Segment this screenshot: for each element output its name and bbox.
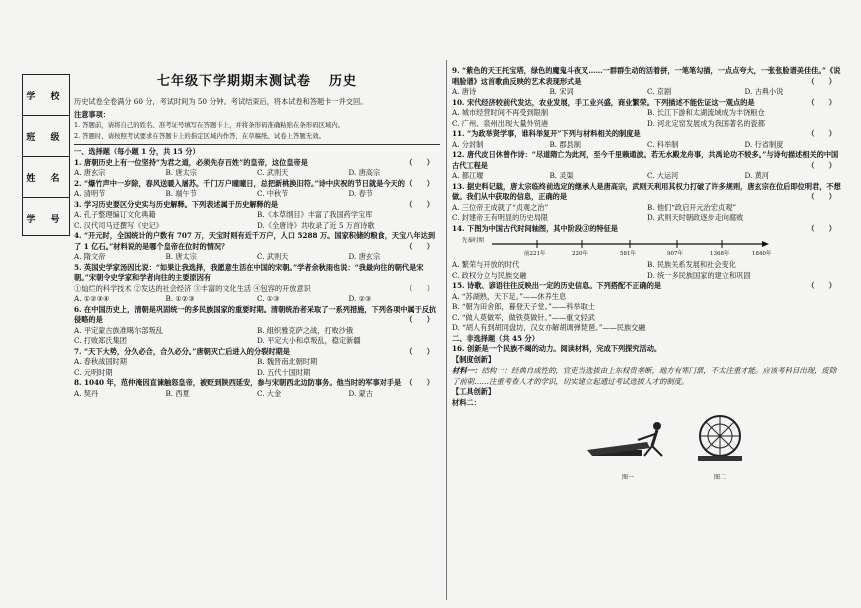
question-text: 1. 唐朝历史上有一位坚持“为君之道，必须先存百姓”的皇帝，这位皇帝是 bbox=[74, 157, 308, 167]
question-text: 12. 唐代皮日休曾作诗：“尽道隋亡为此河，至今千里赖通波。若无水殿龙舟事，共禹论功不较多。”与诗句描述相关的中国古代工程是 bbox=[452, 150, 839, 170]
option: A. 契丹 bbox=[74, 388, 99, 398]
option: B. 宋词 bbox=[549, 87, 574, 96]
option: B. 郡县制 bbox=[549, 139, 581, 149]
option: D. 唐高宗 bbox=[348, 168, 381, 177]
option: C. 广州、泉州出现大量外贸港 bbox=[452, 118, 549, 128]
option: D.《全唐诗》共收录了近 5 万首诗歌 bbox=[257, 220, 375, 230]
material-1 bbox=[452, 365, 842, 387]
option: D. 黄河 bbox=[744, 171, 769, 180]
figure-2-waterwheel bbox=[698, 416, 742, 461]
question-list: ①灿烂的科学技术 ②发达的社会经济 ③丰富的文化生活 ④包容的开放意识 bbox=[74, 283, 311, 293]
material-2-label: 材料二： bbox=[452, 397, 481, 407]
option: B. 魏晋南北朝时期 bbox=[257, 357, 318, 366]
subject-text: 历史 bbox=[329, 74, 358, 89]
question-text: 2. “爆竹声中一岁除，春风送暖入屠苏。千门万户曈曈日，总把新桃换旧符。”诗中庆祝的节日就是今天的 bbox=[74, 178, 405, 188]
option: B.《本草纲目》丰富了我国药学宝库 bbox=[257, 210, 373, 219]
option: D. 河北定窑发展成为我国著名的瓷都 bbox=[647, 118, 765, 128]
question-text: 8. 1040 年，范仲淹因直谏触怒皇帝，被贬到陕西延安，参与宋朝西北边防事务。他当时的军事对手是 bbox=[74, 378, 402, 387]
option: B. 他们“政启开元治宏贞观” bbox=[647, 202, 737, 212]
option: A. 分封制 bbox=[452, 139, 484, 149]
question-1: 1. 唐朝历史上有一位坚持“为君之道，必须先存百姓”的皇帝，这位皇帝是 （ ） A. 唐玄宗 B. 唐太宗 C. 武则天 D. 唐高宗 bbox=[74, 158, 440, 179]
figures bbox=[452, 412, 842, 482]
note-1: 1. 答题前，请将自己的姓名、准考证号填写在答题卡上，并将条形码准确粘贴在条形码区域内。 bbox=[74, 121, 345, 129]
option: D. “胡人有到胡同盘坊，汉女亦解胡调弹琵琶。”——民族交融 bbox=[452, 323, 646, 332]
option: A. ①②③④ bbox=[74, 294, 110, 303]
info-name: 姓 名 bbox=[23, 157, 69, 198]
option: D. 唐玄宗 bbox=[348, 252, 381, 261]
option: B. 灵渠 bbox=[549, 171, 574, 180]
option: A. 三位帝王成就了“贞观之治” bbox=[452, 202, 549, 212]
figure-1-bellows bbox=[587, 422, 662, 456]
option: C. 武则天 bbox=[257, 252, 289, 261]
option: A. 城市经营时间不再受到限制 bbox=[452, 108, 549, 117]
option: D. ②③ bbox=[348, 294, 372, 303]
option: B. 民族关系发展和社会变化 bbox=[647, 260, 736, 269]
exam-title bbox=[74, 70, 440, 89]
option: A. 繁荣与开放的时代 bbox=[452, 260, 520, 269]
option: B. 组织雅克萨之战，打败沙俄 bbox=[257, 325, 354, 335]
timeline-label: 220年 bbox=[572, 251, 588, 257]
question-text: 7. “天下大势，分久必合，合久必分。”唐朝灭亡后进入的分裂时期是 bbox=[74, 346, 290, 356]
option: B. ①②③ bbox=[165, 294, 195, 303]
option: D. 平定大小和卓叛乱，稳定新疆 bbox=[257, 336, 361, 345]
question-11: 11. “为政举贤学事，谁科举复开”下列与材料相关的制度是 （ ） A. 分封制 B. 郡县制 C. 科举制 D. 行省制度 bbox=[452, 129, 842, 150]
option: C. 大金 bbox=[257, 388, 282, 398]
section-1-title: 一、选择题（每小题 1 分，共 15 分） bbox=[74, 147, 200, 156]
option: A. 孔子整理编订文化典籍 bbox=[74, 210, 156, 219]
option: C. 武则天 bbox=[257, 168, 289, 177]
option: D. 春节 bbox=[348, 189, 373, 198]
option: C. 封建帝王有明显的历史局限 bbox=[452, 213, 549, 222]
option: D. 武则天时朝政逐步走向腐败 bbox=[647, 213, 744, 222]
option: A. 隋文帝 bbox=[74, 252, 106, 261]
notes-title: 注意事项： bbox=[74, 109, 110, 119]
student-info-box bbox=[22, 74, 70, 236]
question-text: 14. 下图为中国古代时间轴图，其中阶段③的特征是 bbox=[452, 223, 618, 233]
question-text: 15. 诗歌、谚语往往反映出一定的历史信息。下列搭配不正确的是 bbox=[452, 281, 662, 290]
option: A. 唐玄宗 bbox=[74, 168, 106, 177]
option: B. 西夏 bbox=[165, 388, 190, 398]
timeline-label: 前221年 bbox=[524, 251, 546, 257]
left-column bbox=[74, 68, 440, 399]
question-4: 4. “开元时，全国统计的户数有 707 万，天宝时则有近千万户，人口 5288 万。国家积储的粮食，天宝八年达到了 1 亿石。”材料说的是哪个皇帝在位时的情况？ （ ） A. 隋文帝 B. 唐太宗 C. 武则天 D. 唐玄宗 bbox=[74, 231, 440, 263]
figure-2-label: 图二 bbox=[714, 474, 727, 481]
timeline-label: 先秦时期 bbox=[462, 238, 485, 244]
option: A. 唐诗 bbox=[452, 87, 477, 96]
question-text: 4. “开元时，全国统计的户数有 707 万，天宝时则有近千万户，人口 5288 万。国家积储的粮食，天宝八年达到了 1 亿石。”材料说的是哪个皇帝在位时的情况？ bbox=[74, 231, 436, 251]
question-2: 2. “爆竹声中一岁除，春风送暖入屠苏。千门万户曈曈日，总把新桃换旧符。”诗中庆祝的节日就是今天的 （ ） A. 清明节 B. 端午节 C. 中秋节 D. 春节 bbox=[74, 179, 440, 200]
question-text: 9. “紫色的天王托宝塔，绿色的魔鬼斗夜叉……一群群生动的活着拼，一笔笔勾描，一点点夸大，一张张脸谱美佳佳。”《说唱脸谱》这首歌曲反映的艺术表现形式是 bbox=[452, 66, 841, 86]
figure-1-label: 图一 bbox=[622, 474, 635, 481]
question-13: 13. 据史料记载，唐太宗临终前选定的继承人是唐高宗，武则天利用其权力打破了许多规则，唐玄宗在位后即位明君，不想做。我们从中获取的信息，正确的是 （ ） A. 三位帝王成就了“贞观之治” B. 他们“政启开元治宏贞观” C. 封建帝王有明显的历史局限 D. 武则天时朝政逐步走向腐败 bbox=[452, 181, 841, 222]
question-3: 3. 学习历史要区分史实与历史解释。下列表述属于历史解释的是 （ ） A. 孔子整理编订文化典籍 B.《本草纲目》丰富了我国药学宝库 C. 汉代司马迁撰写《史记》 D.《全唐诗》共收录了近 5 万首诗歌 bbox=[74, 200, 440, 232]
timeline bbox=[462, 236, 792, 258]
column-divider bbox=[446, 60, 447, 600]
option: C. 科举制 bbox=[647, 139, 679, 149]
option: C. 汉代司马迁撰写《史记》 bbox=[74, 220, 163, 230]
question-text: 13. 据史料记载，唐太宗临终前选定的继承人是唐高宗，武则天利用其权力打破了许多规则，唐玄宗在位后即位明君，不想做。我们从中获取的信息，正确的是 bbox=[452, 181, 841, 201]
material-text: 结构一：经典自成性的，官吏当选拔由上东权贵垄断，地方有寒门票，不太注重才能。应该考科目出现，废除了前朝……注重考查人才的学识，切实建立起通过考试选拔人才的制度。 bbox=[452, 366, 837, 386]
option: C. “做人莫做军，做铁莫做针。”——重文轻武 bbox=[452, 312, 595, 322]
section-2-title: 二、非选择题（共 45 分） bbox=[452, 333, 539, 343]
divider bbox=[74, 144, 440, 145]
option: B. 唐太宗 bbox=[165, 252, 197, 261]
note-2: 2. 答题时，请按照考试要求在答题卡上的指定区域内作答，在草稿纸、试卷上答题无效。 bbox=[74, 131, 325, 140]
timeline-label: 1368年 bbox=[710, 251, 730, 257]
question-text: 6. 在中国历史上，清朝是巩固统一的多民族国家的重要时期。清朝统治者采取了一系列措施，下列各项中属于反抗侵略的是 bbox=[74, 304, 437, 324]
question-text: 3. 学习历史要区分史实与历史解释。下列表述属于历史解释的是 bbox=[74, 199, 279, 209]
option: C. ①③ bbox=[257, 294, 280, 303]
option: B. 唐太宗 bbox=[165, 168, 197, 177]
option: D. 古典小说 bbox=[744, 87, 784, 96]
option: A. 都江堰 bbox=[452, 171, 484, 180]
material-label: 材料一： bbox=[452, 366, 482, 375]
option: A. 清明节 bbox=[74, 189, 106, 198]
option: C. 中秋节 bbox=[257, 189, 289, 198]
figure-drawings bbox=[452, 412, 842, 472]
question-14: 14. 下图为中国古代时间轴图，其中阶段③的特征是 （ ） 先秦时期 前221年 220年 581年 907年 1368年 1840年 A. 繁荣与开放的时代 B. 民族关系发展和社会变化 C. 政权分立与民族交融 D. 统一多民族国家的建立和巩固 bbox=[452, 224, 842, 282]
timeline-label: 1840年 bbox=[752, 251, 772, 257]
timeline-arrow bbox=[762, 241, 769, 247]
info-class: 班 级 bbox=[23, 116, 69, 157]
timeline-label: 907年 bbox=[667, 251, 683, 257]
title-text: 七年级下学期期末测试卷 bbox=[156, 74, 311, 89]
option: C. 京剧 bbox=[647, 87, 672, 96]
option: C. 打败郑氏集团 bbox=[74, 336, 127, 345]
question-8: 8. 1040 年，范仲淹因直谏触怒皇帝，被贬到陕西延安，参与宋朝西北边防事务。他当时的军事对手是 （ ） A. 契丹 B. 西夏 C. 大金 D. 蒙古 bbox=[74, 378, 440, 399]
option: B. 端午节 bbox=[165, 189, 197, 198]
option: A. 春秋战国时期 bbox=[74, 357, 127, 366]
question-16: 16. 创新是一个民族不竭的动力。阅读材料，完成下列探究活动。 bbox=[452, 344, 662, 353]
right-column bbox=[452, 66, 842, 482]
subsection-tools: 【工具创新】 bbox=[452, 387, 496, 396]
option: B. 长江下游和太湖流域成为丰饶粮仓 bbox=[647, 108, 765, 117]
option: D. 蒙古 bbox=[348, 388, 373, 398]
question-12: 12. 唐代皮日休曾作诗：“尽道隋亡为此河，至今千里赖通波。若无水殿龙舟事，共禹论功不较多。”与诗句描述相关的中国古代工程是 （ ） A. 都江堰 B. 灵渠 C. 大运河 D. 黄河 bbox=[452, 150, 842, 182]
option: C. 大运河 bbox=[647, 171, 679, 180]
option: B. “朝为田舍郎，暮登天子堂。”——科举取士 bbox=[452, 302, 595, 311]
exam-sheet bbox=[8, 60, 854, 600]
option: D. 行省制度 bbox=[744, 139, 784, 149]
timeline-label: 581年 bbox=[620, 251, 636, 257]
question-text: 10. 宋代经济较前代发达，农业发展，手工业兴盛，商业繁荣。下列描述不能佐证这一观点的是 bbox=[452, 97, 755, 107]
question-15: 15. 诗歌、谚语往往反映出一定的历史信息。下列搭配不正确的是 （ ） A. “苏湖熟，天下足。”——休养生息 B. “朝为田舍郎，暮登天子堂。”——科举取士 C. “做人莫做军，做铁莫做针。”——重文轻武 D. “胡人有到胡同盘坊，汉女亦解胡调弹琵琶。”——民族交融 bbox=[452, 281, 842, 334]
intro-line: 历史试卷全卷满分 60 分，考试时间为 50 分钟。考试结束后，将本试卷和答题卡一并交回。 bbox=[74, 97, 368, 106]
question-text: 11. “为政举贤学事，谁科举复开”下列与材料相关的制度是 bbox=[452, 129, 641, 138]
subsection-institution: 【制度创新】 bbox=[452, 354, 496, 364]
question-5: 5. 英国史学家汤因比说：“如果让我选择，我愿意生活在中国的宋朝。”学者余秋雨也说：“我最向往的朝代是宋朝。”宋朝令史学家和学者向往的主要原因有 ①灿烂的科学技术 ②发达的社会经济 ③丰富的文化生活 ④包容的开放意识 （ ） A. ①②③④ B. ①②③ C. ①③ D. ②③ bbox=[74, 263, 440, 305]
option: D. 五代十国时期 bbox=[257, 367, 311, 377]
question-text: 5. 英国史学家汤因比说：“如果让我选择，我愿意生活在中国的宋朝。”学者余秋雨也说：“我最向往的朝代是宋朝。”宋朝令史学家和学者向往的主要原因有 bbox=[74, 262, 424, 282]
option: A. “苏湖熟，天下足。”——休养生息 bbox=[452, 291, 567, 301]
question-9: 9. “紫色的天王托宝塔，绿色的魔鬼斗夜叉……一群群生动的活着拼，一笔笔勾描，一点点夸大，一张张脸谱美佳佳。”《说唱脸谱》这首歌曲反映的艺术表现形式是 （ ） A. 唐诗 B. 宋词 C. 京剧 D. 古典小说 bbox=[452, 66, 841, 96]
info-school: 学 校 bbox=[23, 75, 69, 116]
option: C. 政权分立与民族交融 bbox=[452, 270, 527, 280]
question-10: 10. 宋代经济较前代发达，农业发展，手工业兴盛，商业繁荣。下列描述不能佐证这一观点的是 （ ） A. 城市经营时间不再受到限制 B. 长江下游和太湖流域成为丰饶粮仓 C. 广州、泉州出现大量外贸港 D. 河北定窑发展成为我国著名的瓷都 bbox=[452, 98, 842, 130]
option: D. 统一多民族国家的建立和巩固 bbox=[647, 270, 751, 280]
question-6: 6. 在中国历史上，清朝是巩固统一的多民族国家的重要时期。清朝统治者采取了一系列措施，下列各项中属于反抗侵略的是 （ ） A. 平定蒙古族准噶尔部叛乱 B. 组织雅克萨之战，打败沙俄 C. 打败郑氏集团 D. 平定大小和卓叛乱，稳定新疆 bbox=[74, 305, 440, 347]
info-number: 学 号 bbox=[26, 214, 66, 225]
option: A. 平定蒙古族准噶尔部叛乱 bbox=[74, 325, 163, 335]
option: C. 元明时期 bbox=[74, 367, 113, 377]
question-7: 7. “天下大势，分久必合，合久必分。”唐朝灭亡后进入的分裂时期是 （ ） A. 春秋战国时期 B. 魏晋南北朝时期 C. 元明时期 D. 五代十国时期 bbox=[74, 347, 440, 379]
